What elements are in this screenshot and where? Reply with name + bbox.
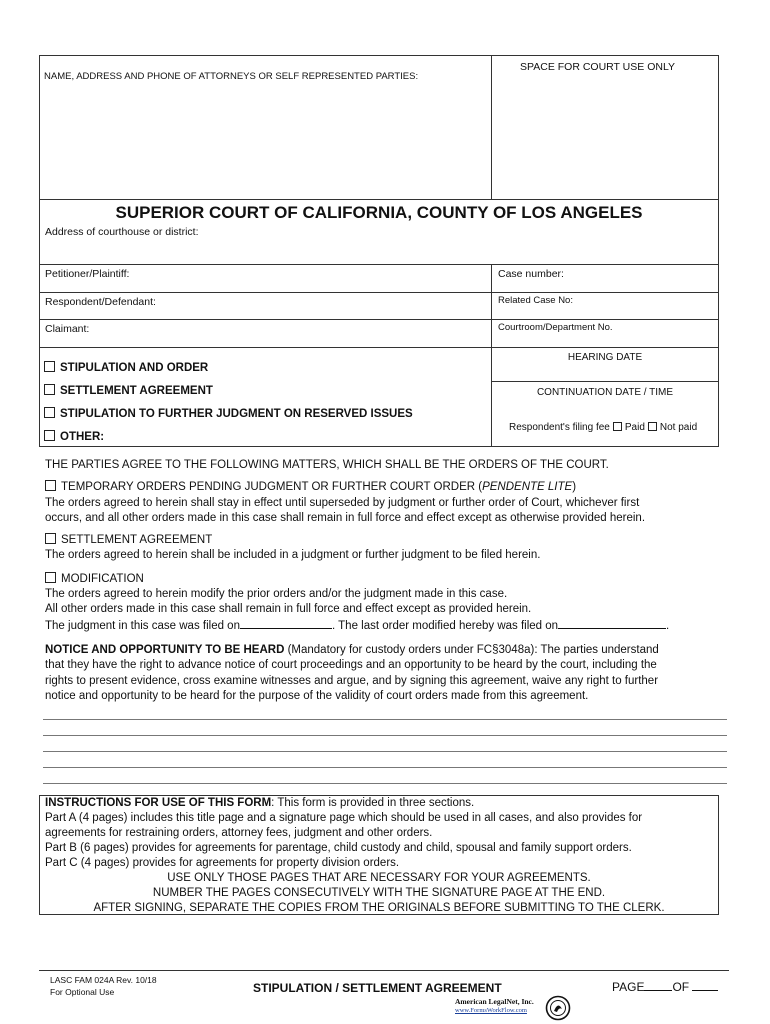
other-orders-line-5[interactable] — [43, 783, 727, 784]
modification-line-end: . — [666, 620, 670, 632]
agreement-intro: THE PARTIES AGREE TO THE FOLLOWING MATTERS, WHICH SHALL BE THE ORDERS OF THE COURT. — [45, 459, 609, 471]
other-orders-line-1[interactable] — [43, 719, 727, 720]
further-judgment-option[interactable] — [44, 407, 413, 420]
judgment-filed-field[interactable] — [240, 618, 332, 629]
attorney-label: NAME, ADDRESS AND PHONE OF ATTORNEYS OR SELF REPRESENTED PARTIES: — [44, 71, 419, 82]
instructions-number-pages: NUMBER THE PAGES CONSECUTIVELY WITH THE SIGNATURE PAGE AT THE END. — [152, 887, 606, 899]
stipulation-label: STIPULATION AND ORDER — [60, 362, 209, 374]
temp-orders-close: ) — [572, 481, 577, 493]
optional-use: For Optional Use — [50, 987, 115, 997]
page-number-row — [612, 980, 718, 994]
notice-line4: notice and opportunity to be heard for the purpose of the validity of court orders made from this agreement. — [45, 690, 589, 702]
settlement-section-line: The orders agreed to herein shall be included in a judgment or further judgment to be filed herein. — [45, 549, 541, 561]
temp-orders-title[interactable] — [45, 480, 576, 495]
footer-rule — [39, 970, 729, 971]
instructions-part-b: Part B (6 pages) provides for agreements for parentage, child custody and child, spousal and family support orders. — [45, 842, 632, 854]
further-judgment-checkbox[interactable] — [44, 407, 55, 418]
modification-line3 — [45, 618, 669, 634]
temp-orders-title-text: TEMPORARY ORDERS PENDING JUDGMENT OR FURTHER COURT ORDER ( — [61, 481, 483, 493]
modification-line1: The orders agreed to herein modify the prior orders and/or the judgment made in this case. — [45, 588, 508, 600]
american-legalnet-logo — [455, 995, 573, 1021]
hearing-date-label: HEARING DATE — [567, 352, 643, 363]
further-judgment-label: STIPULATION TO FURTHER JUDGMENT ON RESERVED ISSUES — [60, 408, 413, 420]
paid-label: Paid — [624, 422, 645, 433]
page-total-field[interactable] — [692, 980, 718, 991]
notice-line2: that they have the right to advance notice of court proceedings and an opportunity to be heard by the court, including the — [45, 659, 657, 671]
instructions-title-rest: : This form is provided in three sections. — [271, 797, 475, 809]
notice-title: NOTICE AND OPPORTUNITY TO BE HEARD — [45, 644, 285, 656]
header-divider — [491, 55, 492, 200]
modification-title[interactable] — [45, 572, 144, 587]
stipulation-option[interactable] — [44, 361, 208, 374]
instructions-part-a-1: Part A (4 pages) includes this title page and a signature page which should be used in all cases, and also provides for — [45, 812, 643, 824]
logo-website: www.FormsWorkFlow.com — [455, 1007, 527, 1014]
last-order-filed-field[interactable] — [558, 618, 666, 629]
temp-orders-line1: The orders agreed to herein shall stay in effect until superseded by judgment or further order of Court, whichever first — [45, 497, 640, 509]
notice-line1-text: (Mandatory for custody orders under FC§3048a): The parties understand — [284, 644, 659, 656]
notice-line3: rights to present evidence, cross examine witnesses and argue, and by signing this agreement, waive any right to further — [45, 675, 659, 687]
page-number-field[interactable] — [644, 980, 672, 991]
hearing-line — [491, 381, 719, 382]
continuation-label: CONTINUATION DATE / TIME — [536, 387, 674, 398]
modification-checkbox[interactable] — [45, 572, 56, 583]
temp-orders-checkbox[interactable] — [45, 480, 56, 491]
claimant-label: Claimant: — [45, 323, 90, 335]
related-case-label: Related Case No: — [498, 295, 573, 306]
courtroom-label: Courtroom/Department No. — [498, 322, 613, 333]
court-title: SUPERIOR COURT OF CALIFORNIA, COUNTY OF LOS ANGELES — [115, 203, 643, 222]
case-number-label: Case number: — [498, 268, 564, 280]
instructions-title-row — [45, 796, 474, 811]
respondent-label: Respondent/Defendant: — [45, 296, 156, 308]
other-orders-line-2[interactable] — [43, 735, 727, 736]
parties-row-line-1 — [39, 292, 719, 293]
instructions-use-only: USE ONLY THOSE PAGES THAT ARE NECESSARY FOR YOUR AGREEMENTS. — [167, 872, 591, 884]
last-order-filed-label: . The last order modified hereby was filed on — [331, 620, 559, 632]
instructions-after-signing: AFTER SIGNING, SEPARATE THE COPIES FROM THE ORIGINALS BEFORE SUBMITTING TO THE CLERK. — [93, 902, 665, 914]
instructions-title: INSTRUCTIONS FOR USE OF THIS FORM — [45, 797, 272, 809]
instructions-part-c: Part C (4 pages) provides for agreements for property division orders. — [45, 857, 400, 869]
other-orders-line-3[interactable] — [43, 751, 727, 752]
form-id: LASC FAM 024A Rev. 10/18 — [50, 975, 157, 985]
instructions-part-a-2: agreements for restraining orders, attorney fees, judgment and other orders. — [45, 827, 433, 839]
court-use-label: SPACE FOR COURT USE ONLY — [520, 61, 676, 73]
settlement-section-text: SETTLEMENT AGREEMENT — [61, 534, 213, 546]
parties-divider — [491, 264, 492, 348]
logo-emblem-icon — [545, 995, 571, 1021]
notice-line1 — [45, 643, 659, 658]
logo-company: American LegalNet, Inc. — [455, 997, 534, 1006]
not-paid-checkbox[interactable] — [648, 422, 657, 431]
settlement-checkbox[interactable] — [44, 384, 55, 395]
stipulation-checkbox[interactable] — [44, 361, 55, 372]
not-paid-label: Not paid — [659, 422, 698, 433]
parties-row-line-2 — [39, 319, 719, 320]
other-checkbox[interactable] — [44, 430, 55, 441]
footer-form-title: STIPULATION / SETTLEMENT AGREEMENT — [253, 981, 502, 995]
other-orders-line-4[interactable] — [43, 767, 727, 768]
modification-text: MODIFICATION — [61, 573, 144, 585]
settlement-section-checkbox[interactable] — [45, 533, 56, 544]
filing-fee-row — [509, 422, 697, 433]
attorney-input[interactable] — [44, 85, 484, 195]
modification-line2: All other orders made in this case shall remain in full force and effect except as provided herein. — [45, 603, 532, 615]
temp-orders-line2: occurs, and all other orders made in this case shall remain in full force and effect except as otherwise provided herein. — [45, 512, 646, 524]
other-option[interactable] — [44, 430, 104, 443]
judgment-filed-label: The judgment in this case was filed on — [45, 620, 240, 632]
other-label: OTHER: — [60, 431, 105, 443]
settlement-label: SETTLEMENT AGREEMENT — [60, 385, 213, 397]
address-label: Address of courthouse or district: — [45, 226, 199, 238]
petitioner-label: Petitioner/Plaintiff: — [45, 268, 130, 280]
pendente-lite-text: PENDENTE LITE — [482, 481, 573, 493]
settlement-section-title[interactable] — [45, 533, 212, 548]
paid-checkbox[interactable] — [613, 422, 622, 431]
of-label: OF — [672, 980, 690, 994]
settlement-option[interactable] — [44, 384, 213, 397]
page-label: PAGE — [612, 980, 645, 994]
filing-fee-label: Respondent's filing fee — [509, 422, 610, 433]
